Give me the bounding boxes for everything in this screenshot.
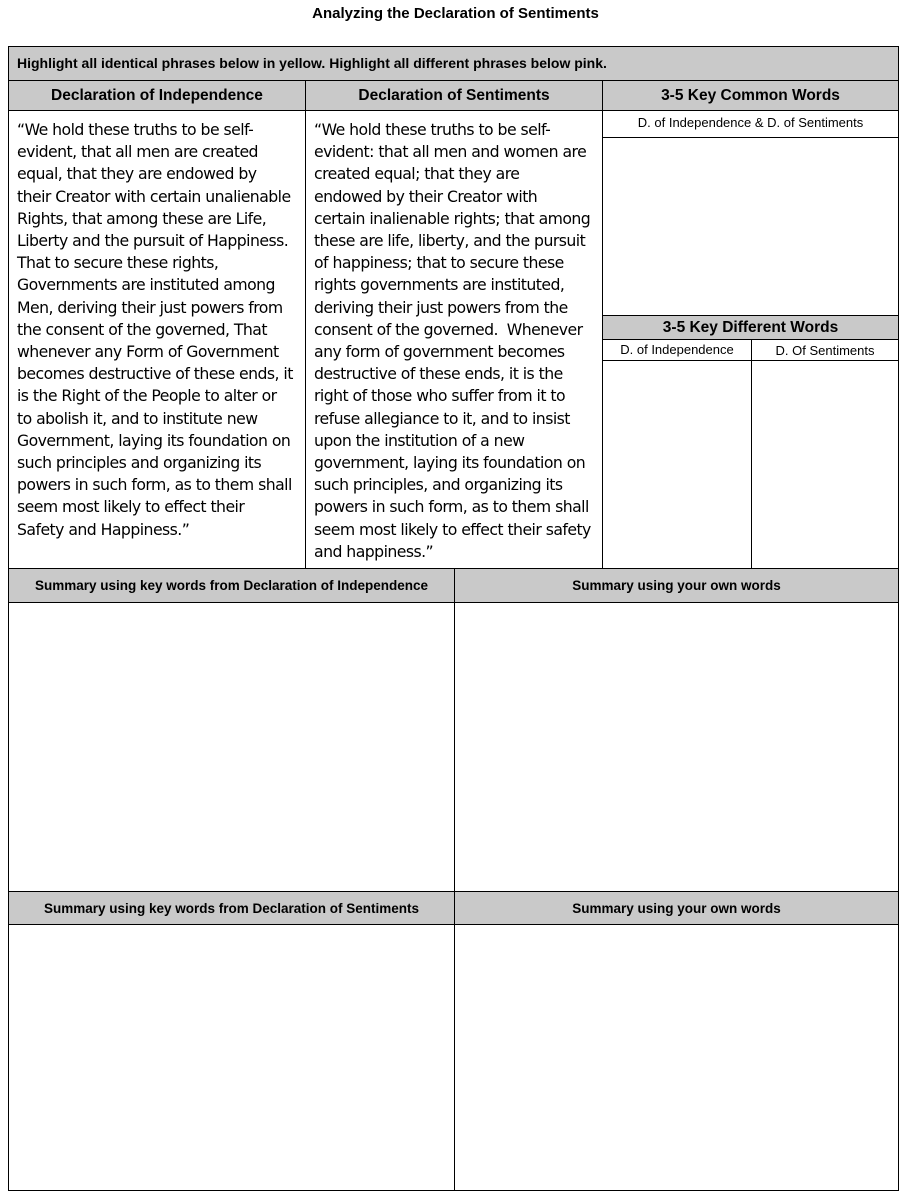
quote-line: any form of government becomes — [314, 342, 565, 362]
header-independence: Declaration of Independence — [9, 81, 305, 110]
quote-line: Men, deriving their just powers from — [17, 297, 283, 317]
quote-line: certain inalienable rights; that among — [314, 208, 591, 228]
quote-line: powers in such form, as to them shall — [17, 475, 292, 495]
quote-line: That to secure these rights, — [17, 253, 219, 273]
worksheet — [8, 46, 899, 1191]
different-words-col-independence: D. of Independence — [620, 342, 734, 357]
quote-line: upon the institution of a new — [314, 430, 525, 450]
quote-line: Rights, that among these are Life, — [17, 208, 267, 228]
quote-line: Governments are instituted among — [17, 275, 275, 295]
quote-line: to abolish it, and to institute new — [17, 408, 258, 428]
quote-line: of happiness; that to secure these — [314, 253, 564, 273]
quote-line: such principles, and organizing its — [314, 475, 563, 495]
summary-independence-header: Summary using key words from Declaration of Independence — [9, 569, 454, 602]
common-words-subheader: D. of Independence & D. of Sentiments — [637, 115, 864, 130]
summary-sentiments-answer-box[interactable] — [9, 925, 454, 1190]
quote-line: rights governments are instituted, — [314, 275, 565, 295]
quote-line: evident, that all men are created — [17, 142, 258, 162]
common-words-answer-box[interactable] — [603, 138, 898, 315]
quote-line: Safety and Happiness.” — [17, 519, 190, 539]
quote-line: “We hold these truths to be self- — [314, 120, 551, 139]
summary-own-words-header-1: Summary using your own words — [455, 569, 898, 602]
quote-line: Liberty and the pursuit of Happiness. — [17, 231, 289, 251]
quote-line: the consent of the governed, That — [17, 319, 267, 339]
summary-own-words-answer-box-2[interactable] — [455, 925, 898, 1190]
quote-line: their Creator with certain unalienable — [17, 186, 291, 206]
quote-line: evident: that all men and women are — [314, 142, 587, 162]
quote-line: seem most likely to effect their — [17, 497, 245, 517]
quote-line: whenever any Form of Government — [17, 342, 279, 362]
quote-line: is the Right of the People to alter or — [17, 386, 277, 406]
quote-line: Government, laying its foundation on — [17, 430, 291, 450]
quote-line: endowed by their Creator with — [314, 186, 538, 206]
different-words-sentiments-box[interactable] — [752, 361, 898, 568]
summary-sentiments-header: Summary using key words from Declaration of Sentiments — [9, 892, 454, 925]
quote-line: consent of the governed. Whenever — [314, 319, 583, 339]
quote-line: powers in such form, as to them shall — [314, 497, 589, 517]
quote-line: refuse allegiance to it, and to insist — [314, 408, 570, 428]
quote-line: right of those who suffer from it to — [314, 386, 566, 406]
quote-line: these are life, liberty, and the pursuit — [314, 231, 586, 251]
quote-line: “We hold these truths to be self- — [17, 120, 254, 139]
quote-line: such principles and organizing its — [17, 453, 262, 473]
summary-own-words-header-2: Summary using your own words — [455, 892, 898, 925]
instructions-text: Highlight all identical phrases below in yellow. Highlight all different phrases below pink. — [9, 47, 898, 80]
quote-line: created equal; that they are — [314, 164, 520, 184]
quote-line: equal, that they are endowed by — [17, 164, 257, 184]
quote-line: deriving their just powers from the — [314, 297, 568, 317]
quote-sentiments — [306, 113, 602, 563]
quote-line: seem most likely to effect their safety — [314, 519, 591, 539]
header-sentiments: Declaration of Sentiments — [306, 81, 602, 110]
different-words-independence-box[interactable] — [603, 361, 751, 568]
summary-independence-answer-box[interactable] — [9, 603, 454, 891]
quote-line: destructive of these ends, it is the — [314, 364, 563, 384]
header-common-words: 3-5 Key Common Words — [603, 81, 898, 110]
page-title: Analyzing the Declaration of Sentiments — [312, 5, 599, 22]
summary-own-words-answer-box-1[interactable] — [455, 603, 898, 891]
quote-line: government, laying its foundation on — [314, 453, 586, 473]
quote-independence — [9, 113, 305, 541]
different-words-header: 3-5 Key Different Words — [603, 316, 898, 339]
quote-line: and happiness.” — [314, 541, 434, 561]
different-words-col-sentiments: D. Of Sentiments — [775, 343, 875, 358]
quote-line: becomes destructive of these ends, it — [17, 364, 293, 384]
